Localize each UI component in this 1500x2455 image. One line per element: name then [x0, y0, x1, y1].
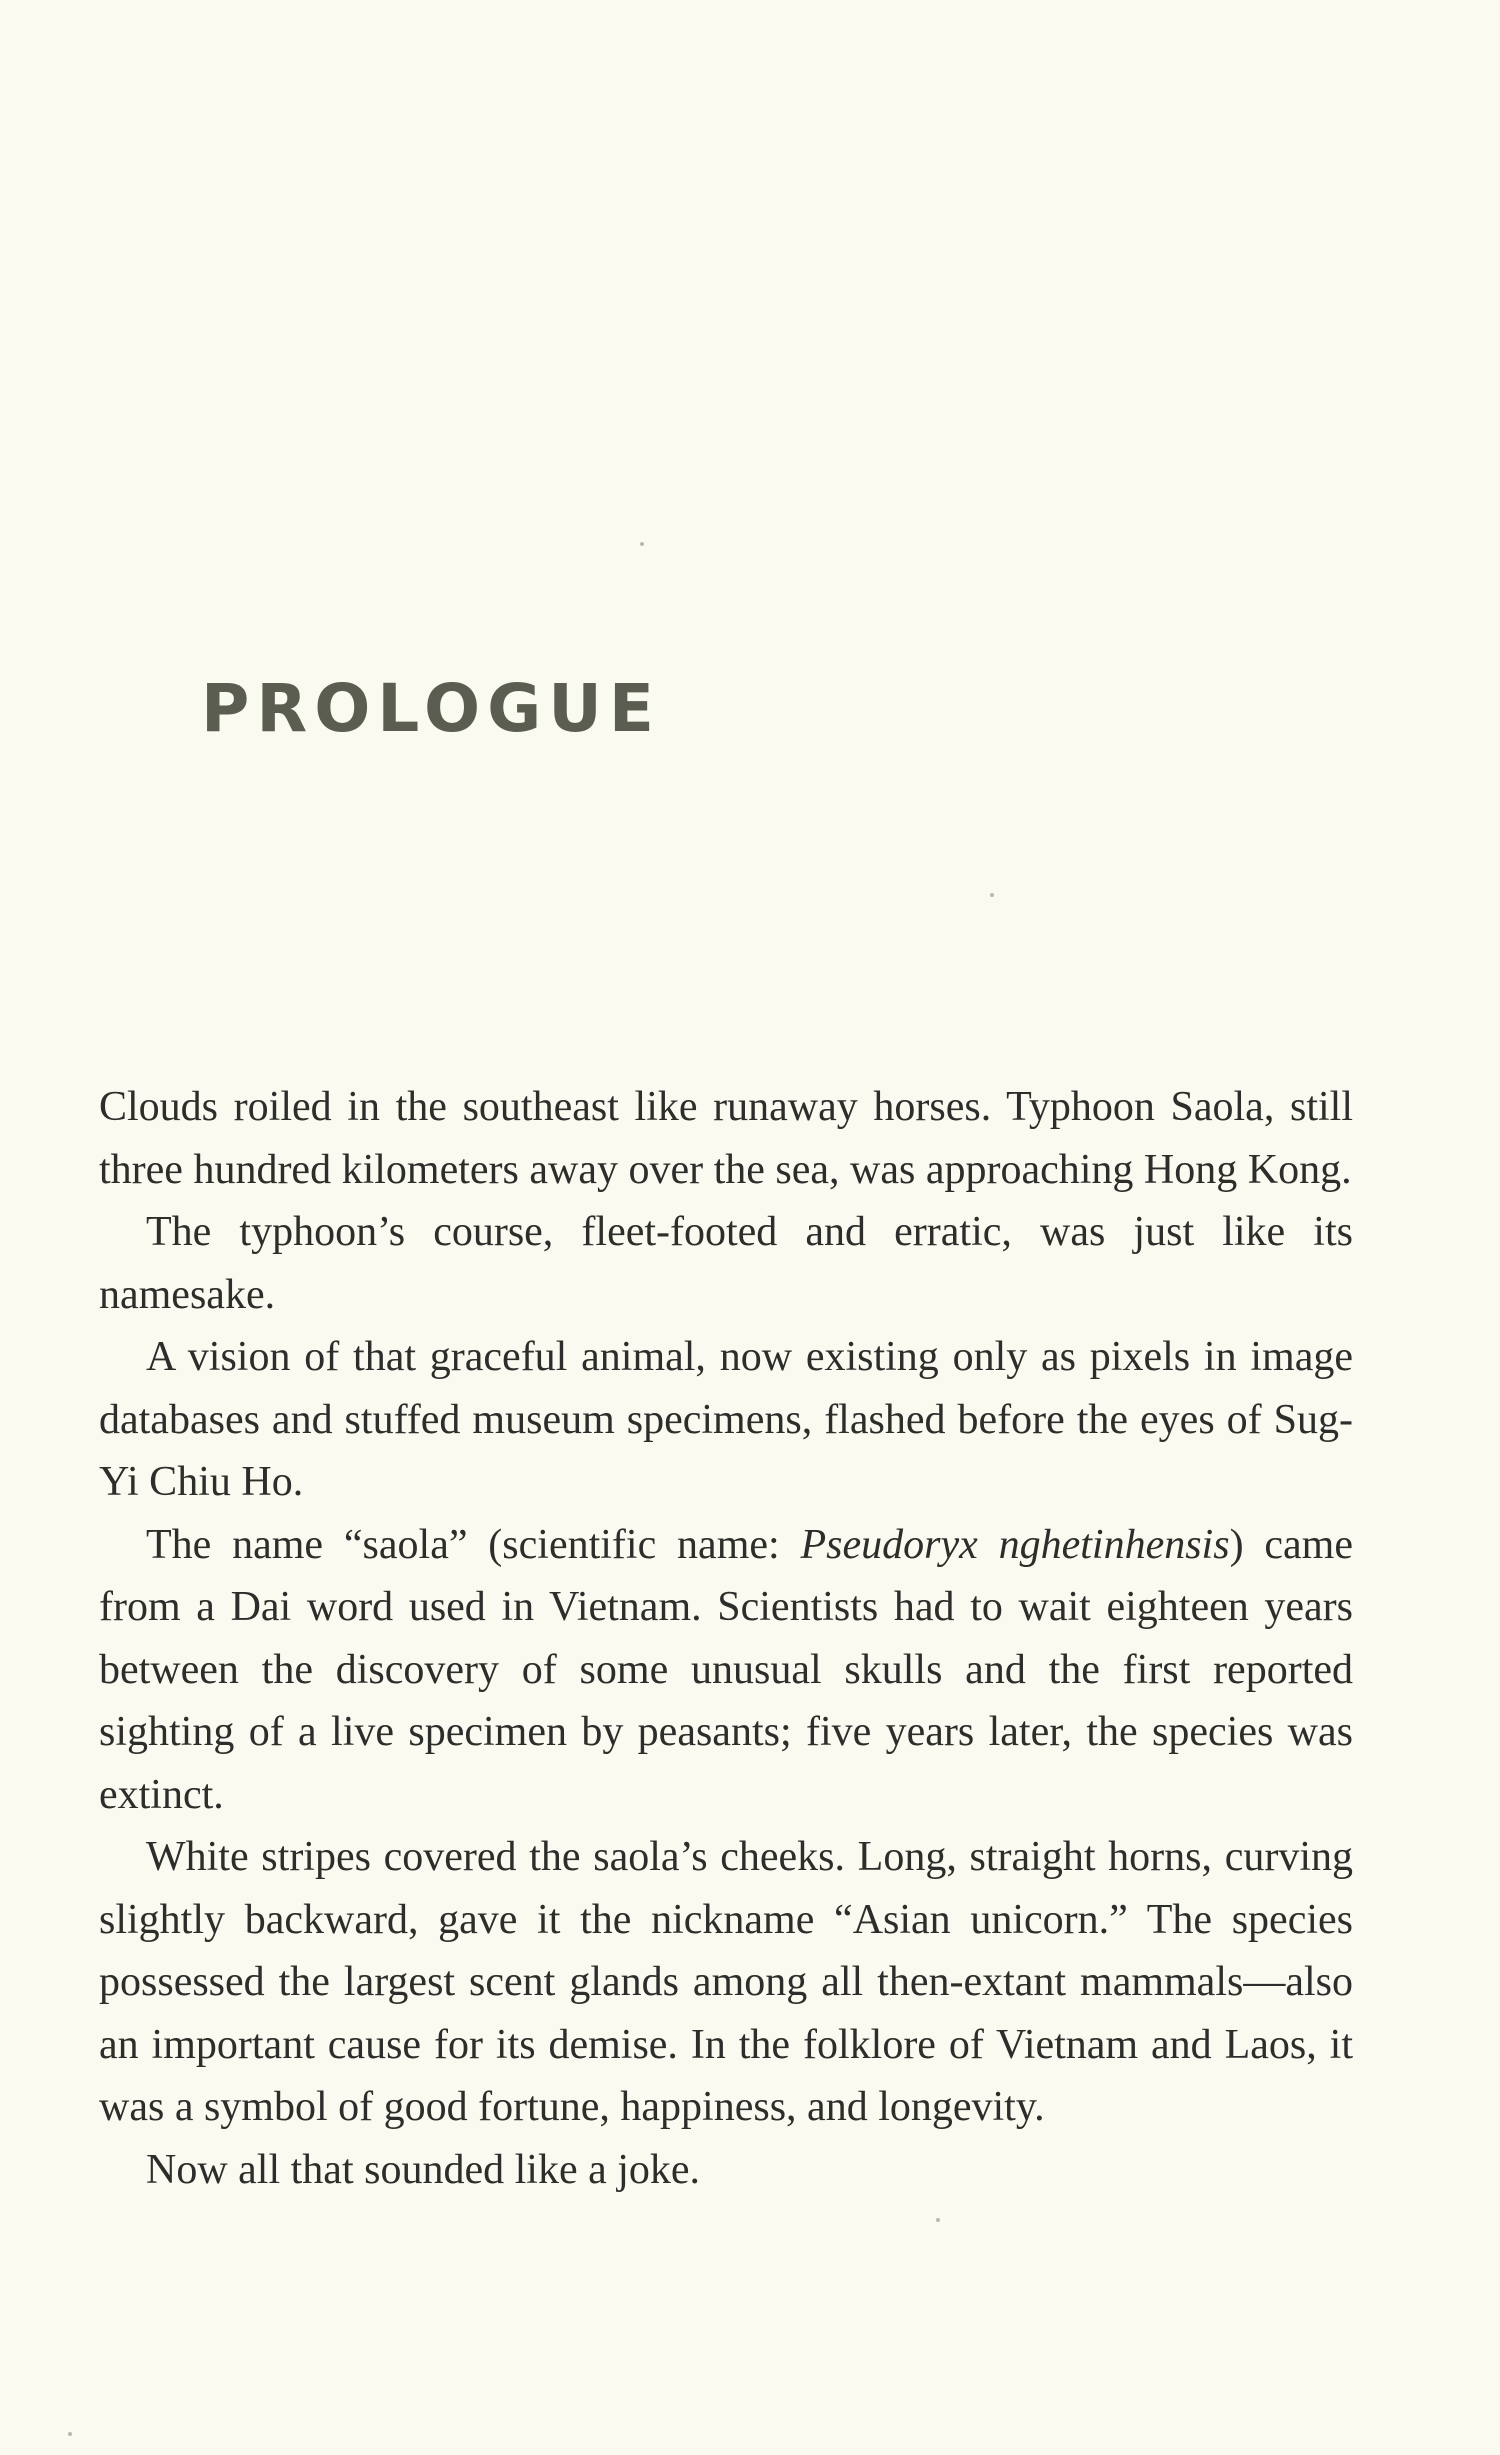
- paragraph-text: ) came from a Dai word used in Vietnam. Scientists had to wait eighteen years between the discovery of some unusual skulls and the first reported sighting of a live specimen by peasants; five years later, the species was extinct.: [99, 1521, 1353, 1818]
- paragraph: Now all that sounded like a joke.: [146, 2146, 701, 2193]
- paragraph-text: The name “saola” (scientific name:: [146, 1521, 801, 1568]
- chapter-title: PROLOGUE: [201, 670, 661, 747]
- paper-speck: [990, 893, 994, 897]
- scientific-name: Pseudoryx nghetinhensis: [800, 1521, 1230, 1568]
- paragraph: [99, 1514, 1353, 1827]
- paragraph: The typhoon’s course, fleet-footed and erratic, was just like its namesake.: [99, 1209, 1353, 1318]
- paper-speck: [68, 2432, 72, 2436]
- paper-speck: [936, 2218, 940, 2222]
- prologue-text: [99, 1076, 1353, 2201]
- paragraph: White stripes covered the saola’s cheeks. Long, straight horns, curving slightly backward, gave it the nickname “Asian unicorn.” The species possessed the largest scent glands among all then-extant mammals—also an important cause for its demise. In the folklore of Vietnam and Laos, it was a symbol of good fortune, happiness, and longevity.: [99, 1834, 1353, 2130]
- paper-speck: [640, 542, 644, 546]
- paragraph: A vision of that graceful animal, now existing only as pixels in image databases and stuffed museum specimens, flashed before the eyes of Sug-Yi Chiu Ho.: [99, 1334, 1353, 1505]
- paragraph: Clouds roiled in the southeast like runaway horses. Typhoon Saola, still three hundred kilometers away over the sea, was approaching Hong Kong.: [99, 1084, 1353, 1193]
